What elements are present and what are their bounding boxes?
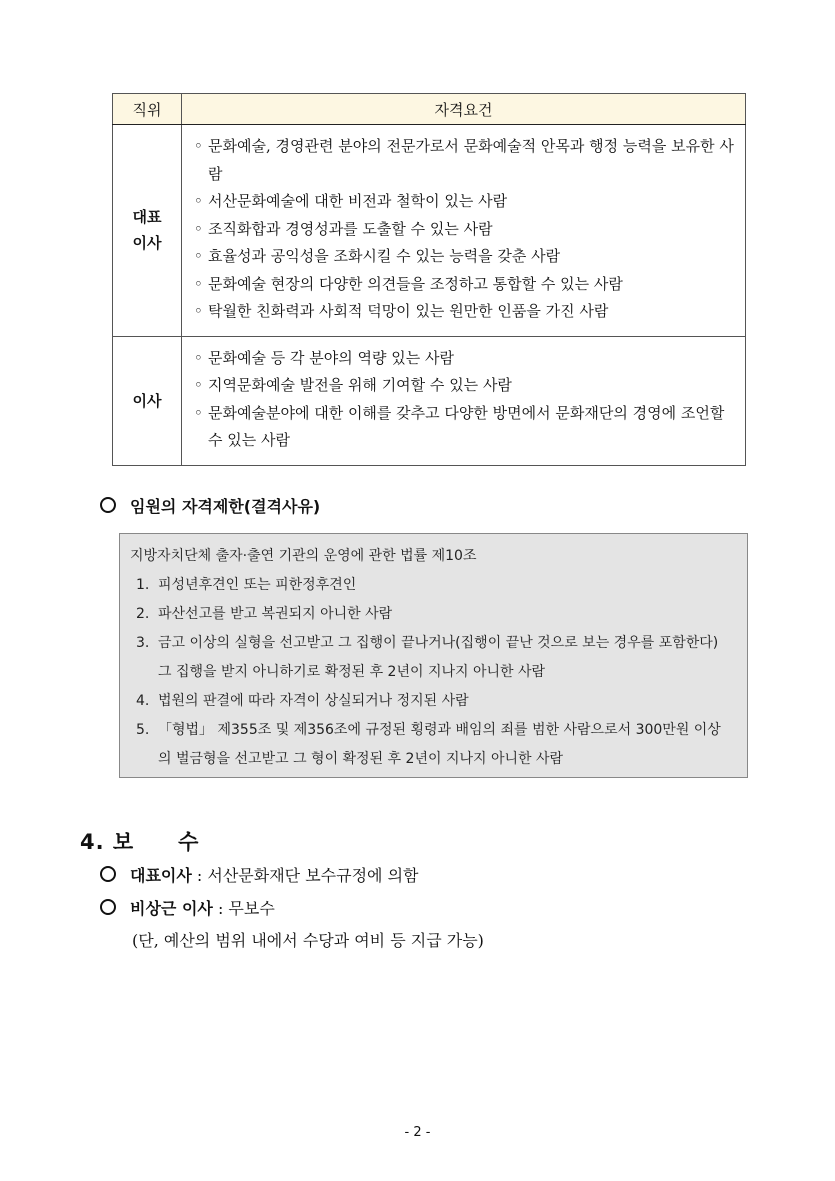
list-item: 1. 피성년후견인 또는 피한정후견인 — [136, 577, 357, 593]
list-item: 4. 법원의 판결에 따라 자격이 상실되거나 정지된 사람 — [136, 693, 469, 709]
pay-note: (단, 예산의 범위 내에서 수당과 여비 등 지급 가능) — [132, 931, 484, 950]
pay-director-label: 비상근 이사 — [130, 899, 213, 918]
list-item: ◦ 효율성과 공익성을 조화시킬 수 있는 능력을 갖춘 사람 — [194, 243, 737, 271]
qualification-table — [112, 93, 746, 466]
restriction-heading-text: 임원의 자격제한(결격사유) — [130, 497, 321, 516]
circle-bullet-icon — [100, 899, 116, 915]
restriction-list — [130, 571, 747, 774]
pay-ceo — [100, 863, 419, 886]
list-item: ◦ 탁월한 친화력과 사회적 덕망이 있는 원만한 인품을 가진 사람 — [194, 298, 737, 326]
pay-heading: 4. 보 수 — [80, 830, 200, 854]
list-item: ◦ 문화예술, 경영관련 분야의 전문가로서 문화예술적 안목과 행정 능력을 보유한 사람 — [194, 133, 737, 188]
list-item: ◦ 서산문화예술에 대한 비전과 철학이 있는 사람 — [194, 188, 737, 216]
table-header-row — [113, 94, 746, 125]
role-ceo — [113, 125, 182, 337]
circle-bullet-icon — [100, 866, 116, 882]
list-item: 3. 금고 이상의 실형을 선고받고 그 집행이 끝나거나(집행이 끝난 것으로 보는 경우를 포함한다) 그 집행을 받지 아니하기로 확정된 후 2년이 지나지 아니한 사람 — [136, 635, 719, 680]
restriction-box — [119, 533, 748, 778]
restriction-heading — [100, 494, 320, 517]
role-director: 이사 — [113, 336, 182, 465]
circle-bullet-icon — [100, 497, 116, 513]
pay-director-text: : 무보수 — [212, 899, 275, 918]
law-title: 지방자치단체 출자·출연 기관의 운영에 관한 법률 제10조 — [130, 548, 477, 564]
list-item: 5. 「형법」 제355조 및 제356조에 규정된 횡령과 배임의 죄를 범한 사람으로서 300만원 이상의 벌금형을 선고받고 그 형이 확정된 후 2년이 지나지 아니한 사람 — [136, 722, 721, 767]
table-row-ceo — [113, 125, 746, 337]
list-item: ◦ 문화예술 현장의 다양한 의견들을 조정하고 통합할 수 있는 사람 — [194, 271, 737, 299]
list-item: 2. 파산선고를 받고 복권되지 아니한 사람 — [136, 606, 393, 622]
pay-ceo-text: : 서산문화재단 보수규정에 의함 — [191, 866, 419, 885]
qualifications-ceo — [182, 125, 746, 337]
pay-director — [100, 896, 275, 919]
table-row-director — [113, 336, 746, 465]
role-ceo-line2: 이사 — [132, 234, 162, 253]
qualifications-director — [182, 336, 746, 465]
header-qualification: 자격요건 — [182, 94, 746, 125]
pay-ceo-label: 대표이사 — [130, 866, 192, 885]
list-item: ◦ 지역문화예술 발전을 위해 기여할 수 있는 사람 — [194, 372, 737, 400]
header-role: 직위 — [113, 94, 182, 125]
list-item: ◦ 문화예술분야에 대한 이해를 갖추고 다양한 방면에서 문화재단의 경영에 조언할 수 있는 사람 — [194, 400, 737, 455]
list-item: ◦ 조직화합과 경영성과를 도출할 수 있는 사람 — [194, 216, 737, 244]
page-number: - 2 - — [404, 1125, 431, 1140]
role-ceo-line1: 대표 — [132, 208, 162, 227]
list-item: ◦ 문화예술 등 각 분야의 역량 있는 사람 — [194, 345, 737, 373]
